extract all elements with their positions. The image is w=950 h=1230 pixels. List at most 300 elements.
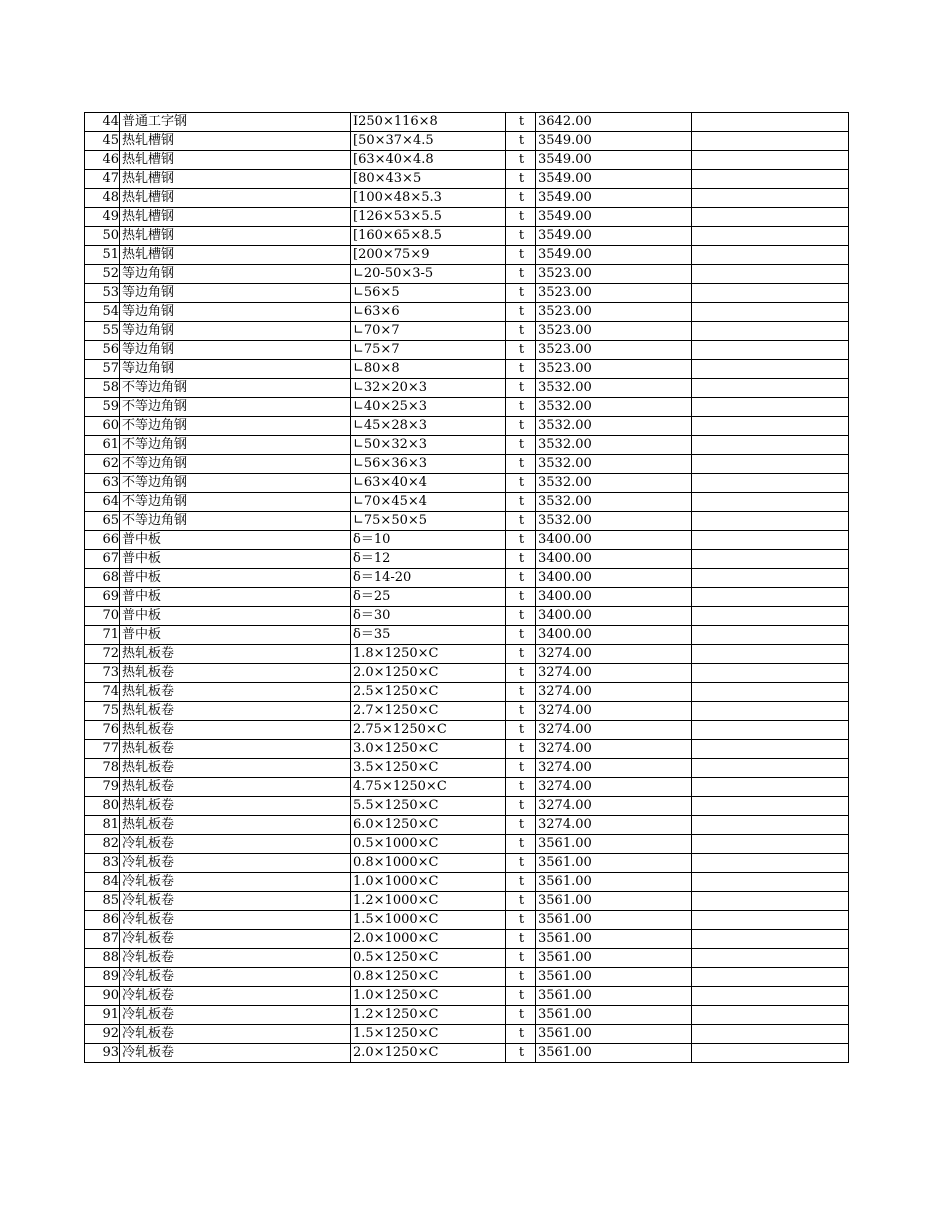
specification-cell: [126×53×5.5 xyxy=(351,208,506,227)
unit-cell: t xyxy=(506,208,536,227)
remark-cell xyxy=(692,949,849,968)
unit-price-cell: 3549.00 xyxy=(536,132,692,151)
row-number-cell: 70 xyxy=(85,607,120,626)
table-row xyxy=(85,778,849,797)
unit-cell: t xyxy=(506,607,536,626)
specification-cell: δ＝12 xyxy=(351,550,506,569)
unit-price-cell: 3549.00 xyxy=(536,227,692,246)
remark-cell xyxy=(692,930,849,949)
unit-price-cell: 3274.00 xyxy=(536,797,692,816)
remark-cell xyxy=(692,379,849,398)
remark-cell xyxy=(692,816,849,835)
table-row xyxy=(85,398,849,417)
row-number-cell: 87 xyxy=(85,930,120,949)
row-number-cell: 52 xyxy=(85,265,120,284)
remark-cell xyxy=(692,1025,849,1044)
remark-cell xyxy=(692,873,849,892)
table-row xyxy=(85,645,849,664)
table-row xyxy=(85,303,849,322)
material-name-cell: 热轧板卷 xyxy=(120,645,351,664)
unit-cell: t xyxy=(506,930,536,949)
table-row xyxy=(85,132,849,151)
material-name-cell: 热轧板卷 xyxy=(120,816,351,835)
specification-cell: δ＝14-20 xyxy=(351,569,506,588)
unit-price-cell: 3549.00 xyxy=(536,170,692,189)
unit-price-cell: 3400.00 xyxy=(536,550,692,569)
unit-cell: t xyxy=(506,113,536,132)
specification-cell: 1.2×1250×C xyxy=(351,1006,506,1025)
specification-cell: 6.0×1250×C xyxy=(351,816,506,835)
remark-cell xyxy=(692,151,849,170)
remark-cell xyxy=(692,113,849,132)
unit-cell: t xyxy=(506,854,536,873)
unit-cell: t xyxy=(506,702,536,721)
specification-cell: δ＝25 xyxy=(351,588,506,607)
remark-cell xyxy=(692,474,849,493)
unit-price-cell: 3561.00 xyxy=(536,911,692,930)
specification-cell: 1.2×1000×C xyxy=(351,892,506,911)
table-row xyxy=(85,702,849,721)
material-name-cell: 冷轧板卷 xyxy=(120,968,351,987)
unit-cell: t xyxy=(506,835,536,854)
row-number-cell: 55 xyxy=(85,322,120,341)
table-row xyxy=(85,854,849,873)
specification-cell: 0.5×1000×C xyxy=(351,835,506,854)
unit-price-cell: 3523.00 xyxy=(536,284,692,303)
row-number-cell: 80 xyxy=(85,797,120,816)
remark-cell xyxy=(692,531,849,550)
table-row xyxy=(85,569,849,588)
unit-price-cell: 3523.00 xyxy=(536,265,692,284)
remark-cell xyxy=(692,303,849,322)
material-name-cell: 热轧槽钢 xyxy=(120,246,351,265)
row-number-cell: 72 xyxy=(85,645,120,664)
unit-cell: t xyxy=(506,968,536,987)
row-number-cell: 60 xyxy=(85,417,120,436)
material-name-cell: 热轧板卷 xyxy=(120,683,351,702)
unit-price-cell: 3400.00 xyxy=(536,588,692,607)
specification-cell: 0.8×1250×C xyxy=(351,968,506,987)
table-row xyxy=(85,493,849,512)
material-name-cell: 热轧槽钢 xyxy=(120,189,351,208)
unit-cell: t xyxy=(506,1025,536,1044)
unit-cell: t xyxy=(506,588,536,607)
unit-cell: t xyxy=(506,512,536,531)
material-name-cell: 普中板 xyxy=(120,607,351,626)
row-number-cell: 82 xyxy=(85,835,120,854)
specification-cell: 1.0×1250×C xyxy=(351,987,506,1006)
table-row xyxy=(85,664,849,683)
row-number-cell: 46 xyxy=(85,151,120,170)
table-row xyxy=(85,930,849,949)
specification-cell: 1.0×1000×C xyxy=(351,873,506,892)
row-number-cell: 93 xyxy=(85,1044,120,1063)
unit-cell: t xyxy=(506,265,536,284)
unit-cell: t xyxy=(506,664,536,683)
unit-price-cell: 3532.00 xyxy=(536,436,692,455)
table-row xyxy=(85,227,849,246)
table-row xyxy=(85,1006,849,1025)
row-number-cell: 45 xyxy=(85,132,120,151)
remark-cell xyxy=(692,854,849,873)
unit-cell: t xyxy=(506,189,536,208)
unit-cell: t xyxy=(506,949,536,968)
remark-cell xyxy=(692,759,849,778)
unit-price-cell: 3561.00 xyxy=(536,1006,692,1025)
material-name-cell: 普通工字钢 xyxy=(120,113,351,132)
remark-cell xyxy=(692,721,849,740)
material-name-cell: 热轧槽钢 xyxy=(120,132,351,151)
row-number-cell: 74 xyxy=(85,683,120,702)
specification-cell: 2.7×1250×C xyxy=(351,702,506,721)
row-number-cell: 62 xyxy=(85,455,120,474)
unit-price-cell: 3274.00 xyxy=(536,759,692,778)
table-row xyxy=(85,436,849,455)
unit-price-cell: 3532.00 xyxy=(536,512,692,531)
unit-price-cell: 3400.00 xyxy=(536,531,692,550)
unit-price-cell: 3532.00 xyxy=(536,493,692,512)
remark-cell xyxy=(692,892,849,911)
table-row xyxy=(85,892,849,911)
table-row xyxy=(85,873,849,892)
unit-cell: t xyxy=(506,531,536,550)
row-number-cell: 56 xyxy=(85,341,120,360)
specification-cell: ∟45×28×3 xyxy=(351,417,506,436)
unit-price-cell: 3532.00 xyxy=(536,379,692,398)
specification-cell: 2.75×1250×C xyxy=(351,721,506,740)
row-number-cell: 68 xyxy=(85,569,120,588)
material-name-cell: 冷轧板卷 xyxy=(120,1006,351,1025)
remark-cell xyxy=(692,626,849,645)
material-name-cell: 热轧槽钢 xyxy=(120,170,351,189)
specification-cell: 3.0×1250×C xyxy=(351,740,506,759)
material-name-cell: 冷轧板卷 xyxy=(120,1044,351,1063)
unit-price-cell: 3274.00 xyxy=(536,740,692,759)
remark-cell xyxy=(692,189,849,208)
unit-price-cell: 3561.00 xyxy=(536,930,692,949)
specification-cell: [100×48×5.3 xyxy=(351,189,506,208)
specification-cell: δ＝10 xyxy=(351,531,506,550)
table-row xyxy=(85,550,849,569)
material-name-cell: 热轧板卷 xyxy=(120,759,351,778)
row-number-cell: 59 xyxy=(85,398,120,417)
row-number-cell: 48 xyxy=(85,189,120,208)
table-row xyxy=(85,949,849,968)
row-number-cell: 89 xyxy=(85,968,120,987)
material-name-cell: 热轧板卷 xyxy=(120,664,351,683)
table-row xyxy=(85,588,849,607)
row-number-cell: 64 xyxy=(85,493,120,512)
row-number-cell: 78 xyxy=(85,759,120,778)
unit-price-cell: 3274.00 xyxy=(536,664,692,683)
specification-cell: ∟75×50×5 xyxy=(351,512,506,531)
unit-cell: t xyxy=(506,303,536,322)
row-number-cell: 67 xyxy=(85,550,120,569)
unit-cell: t xyxy=(506,987,536,1006)
table-row xyxy=(85,968,849,987)
specification-cell: ∟80×8 xyxy=(351,360,506,379)
table-row xyxy=(85,740,849,759)
unit-price-cell: 3532.00 xyxy=(536,417,692,436)
remark-cell xyxy=(692,341,849,360)
material-name-cell: 不等边角钢 xyxy=(120,436,351,455)
row-number-cell: 83 xyxy=(85,854,120,873)
unit-price-cell: 3532.00 xyxy=(536,474,692,493)
table-row xyxy=(85,626,849,645)
material-name-cell: 冷轧板卷 xyxy=(120,949,351,968)
unit-price-cell: 3561.00 xyxy=(536,1025,692,1044)
remark-cell xyxy=(692,398,849,417)
table-row xyxy=(85,341,849,360)
remark-cell xyxy=(692,987,849,1006)
unit-cell: t xyxy=(506,759,536,778)
remark-cell xyxy=(692,911,849,930)
material-name-cell: 冷轧板卷 xyxy=(120,873,351,892)
unit-price-cell: 3532.00 xyxy=(536,455,692,474)
remark-cell xyxy=(692,607,849,626)
unit-price-cell: 3549.00 xyxy=(536,246,692,265)
specification-cell: 2.0×1250×C xyxy=(351,1044,506,1063)
material-name-cell: 热轧槽钢 xyxy=(120,208,351,227)
row-number-cell: 81 xyxy=(85,816,120,835)
unit-cell: t xyxy=(506,474,536,493)
specification-cell: 0.5×1250×C xyxy=(351,949,506,968)
remark-cell xyxy=(692,246,849,265)
unit-price-cell: 3561.00 xyxy=(536,892,692,911)
material-name-cell: 热轧板卷 xyxy=(120,702,351,721)
table-row xyxy=(85,246,849,265)
unit-cell: t xyxy=(506,284,536,303)
material-name-cell: 冷轧板卷 xyxy=(120,930,351,949)
specification-cell: ∟56×36×3 xyxy=(351,455,506,474)
row-number-cell: 58 xyxy=(85,379,120,398)
remark-cell xyxy=(692,1044,849,1063)
material-name-cell: 不等边角钢 xyxy=(120,512,351,531)
material-name-cell: 等边角钢 xyxy=(120,284,351,303)
remark-cell xyxy=(692,417,849,436)
unit-cell: t xyxy=(506,417,536,436)
specification-cell: δ＝30 xyxy=(351,607,506,626)
table-row xyxy=(85,683,849,702)
remark-cell xyxy=(692,835,849,854)
remark-cell xyxy=(692,455,849,474)
table-row xyxy=(85,379,849,398)
specification-cell: ∟32×20×3 xyxy=(351,379,506,398)
remark-cell xyxy=(692,778,849,797)
row-number-cell: 91 xyxy=(85,1006,120,1025)
remark-cell xyxy=(692,170,849,189)
unit-cell: t xyxy=(506,721,536,740)
table-row xyxy=(85,284,849,303)
unit-cell: t xyxy=(506,683,536,702)
unit-price-cell: 3549.00 xyxy=(536,151,692,170)
material-name-cell: 冷轧板卷 xyxy=(120,1025,351,1044)
unit-cell: t xyxy=(506,1006,536,1025)
specification-cell: ∟20-50×3-5 xyxy=(351,265,506,284)
row-number-cell: 76 xyxy=(85,721,120,740)
row-number-cell: 90 xyxy=(85,987,120,1006)
material-name-cell: 热轧板卷 xyxy=(120,797,351,816)
table-row xyxy=(85,455,849,474)
remark-cell xyxy=(692,797,849,816)
material-name-cell: 普中板 xyxy=(120,531,351,550)
remark-cell xyxy=(692,493,849,512)
row-number-cell: 61 xyxy=(85,436,120,455)
material-name-cell: 等边角钢 xyxy=(120,360,351,379)
row-number-cell: 63 xyxy=(85,474,120,493)
remark-cell xyxy=(692,284,849,303)
unit-cell: t xyxy=(506,360,536,379)
row-number-cell: 51 xyxy=(85,246,120,265)
unit-price-cell: 3523.00 xyxy=(536,303,692,322)
remark-cell xyxy=(692,436,849,455)
unit-cell: t xyxy=(506,379,536,398)
remark-cell xyxy=(692,512,849,531)
remark-cell xyxy=(692,664,849,683)
row-number-cell: 57 xyxy=(85,360,120,379)
row-number-cell: 44 xyxy=(85,113,120,132)
specification-cell: [200×75×9 xyxy=(351,246,506,265)
row-number-cell: 86 xyxy=(85,911,120,930)
remark-cell xyxy=(692,322,849,341)
row-number-cell: 73 xyxy=(85,664,120,683)
unit-price-cell: 3523.00 xyxy=(536,322,692,341)
unit-price-cell: 3561.00 xyxy=(536,968,692,987)
table-row xyxy=(85,759,849,778)
table-row xyxy=(85,113,849,132)
unit-price-cell: 3561.00 xyxy=(536,1044,692,1063)
specification-cell: ∟75×7 xyxy=(351,341,506,360)
table-row xyxy=(85,816,849,835)
material-name-cell: 冷轧板卷 xyxy=(120,892,351,911)
remark-cell xyxy=(692,360,849,379)
specification-cell: 1.5×1000×C xyxy=(351,911,506,930)
material-name-cell: 不等边角钢 xyxy=(120,474,351,493)
table-row xyxy=(85,1044,849,1063)
table-row xyxy=(85,607,849,626)
unit-cell: t xyxy=(506,778,536,797)
table-row xyxy=(85,1025,849,1044)
specification-cell: 2.5×1250×C xyxy=(351,683,506,702)
material-name-cell: 普中板 xyxy=(120,588,351,607)
material-name-cell: 普中板 xyxy=(120,550,351,569)
unit-price-cell: 3274.00 xyxy=(536,702,692,721)
row-number-cell: 75 xyxy=(85,702,120,721)
table-row xyxy=(85,151,849,170)
unit-cell: t xyxy=(506,816,536,835)
specification-cell: ∟63×6 xyxy=(351,303,506,322)
material-name-cell: 冷轧板卷 xyxy=(120,987,351,1006)
table-row xyxy=(85,531,849,550)
table-row xyxy=(85,512,849,531)
unit-price-cell: 3561.00 xyxy=(536,873,692,892)
row-number-cell: 79 xyxy=(85,778,120,797)
remark-cell xyxy=(692,569,849,588)
row-number-cell: 71 xyxy=(85,626,120,645)
row-number-cell: 66 xyxy=(85,531,120,550)
remark-cell xyxy=(692,1006,849,1025)
specification-cell: ∟40×25×3 xyxy=(351,398,506,417)
material-name-cell: 等边角钢 xyxy=(120,265,351,284)
remark-cell xyxy=(692,702,849,721)
material-name-cell: 不等边角钢 xyxy=(120,417,351,436)
material-name-cell: 热轧槽钢 xyxy=(120,227,351,246)
unit-cell: t xyxy=(506,132,536,151)
material-name-cell: 不等边角钢 xyxy=(120,493,351,512)
unit-cell: t xyxy=(506,493,536,512)
material-name-cell: 冷轧板卷 xyxy=(120,854,351,873)
unit-cell: t xyxy=(506,569,536,588)
material-name-cell: 热轧板卷 xyxy=(120,740,351,759)
specification-cell: 2.0×1250×C xyxy=(351,664,506,683)
unit-cell: t xyxy=(506,740,536,759)
row-number-cell: 85 xyxy=(85,892,120,911)
specification-cell: ∟70×7 xyxy=(351,322,506,341)
unit-cell: t xyxy=(506,892,536,911)
specification-cell: ∟70×45×4 xyxy=(351,493,506,512)
table-row xyxy=(85,721,849,740)
unit-cell: t xyxy=(506,645,536,664)
unit-price-cell: 3523.00 xyxy=(536,360,692,379)
specification-cell: ∟63×40×4 xyxy=(351,474,506,493)
unit-cell: t xyxy=(506,455,536,474)
specification-cell: 4.75×1250×C xyxy=(351,778,506,797)
remark-cell xyxy=(692,227,849,246)
material-name-cell: 热轧板卷 xyxy=(120,721,351,740)
table-row xyxy=(85,170,849,189)
unit-cell: t xyxy=(506,227,536,246)
table-row xyxy=(85,417,849,436)
remark-cell xyxy=(692,645,849,664)
row-number-cell: 84 xyxy=(85,873,120,892)
specification-cell: [50×37×4.5 xyxy=(351,132,506,151)
remark-cell xyxy=(692,550,849,569)
row-number-cell: 88 xyxy=(85,949,120,968)
unit-cell: t xyxy=(506,246,536,265)
unit-cell: t xyxy=(506,436,536,455)
specification-cell: I250×116×8 xyxy=(351,113,506,132)
unit-price-cell: 3400.00 xyxy=(536,607,692,626)
unit-cell: t xyxy=(506,873,536,892)
material-name-cell: 等边角钢 xyxy=(120,341,351,360)
unit-price-cell: 3523.00 xyxy=(536,341,692,360)
remark-cell xyxy=(692,265,849,284)
specification-cell: [63×40×4.8 xyxy=(351,151,506,170)
remark-cell xyxy=(692,132,849,151)
row-number-cell: 47 xyxy=(85,170,120,189)
material-name-cell: 等边角钢 xyxy=(120,322,351,341)
specification-cell: 0.8×1000×C xyxy=(351,854,506,873)
unit-price-cell: 3274.00 xyxy=(536,721,692,740)
row-number-cell: 77 xyxy=(85,740,120,759)
specification-cell: [80×43×5 xyxy=(351,170,506,189)
specification-cell: ∟50×32×3 xyxy=(351,436,506,455)
table-row xyxy=(85,911,849,930)
unit-cell: t xyxy=(506,626,536,645)
row-number-cell: 69 xyxy=(85,588,120,607)
remark-cell xyxy=(692,740,849,759)
row-number-cell: 50 xyxy=(85,227,120,246)
material-name-cell: 冷轧板卷 xyxy=(120,911,351,930)
material-name-cell: 热轧槽钢 xyxy=(120,151,351,170)
material-name-cell: 不等边角钢 xyxy=(120,455,351,474)
unit-cell: t xyxy=(506,341,536,360)
material-name-cell: 热轧板卷 xyxy=(120,778,351,797)
unit-price-cell: 3400.00 xyxy=(536,626,692,645)
specification-cell: 1.8×1250×C xyxy=(351,645,506,664)
table-row xyxy=(85,797,849,816)
unit-price-cell: 3549.00 xyxy=(536,208,692,227)
